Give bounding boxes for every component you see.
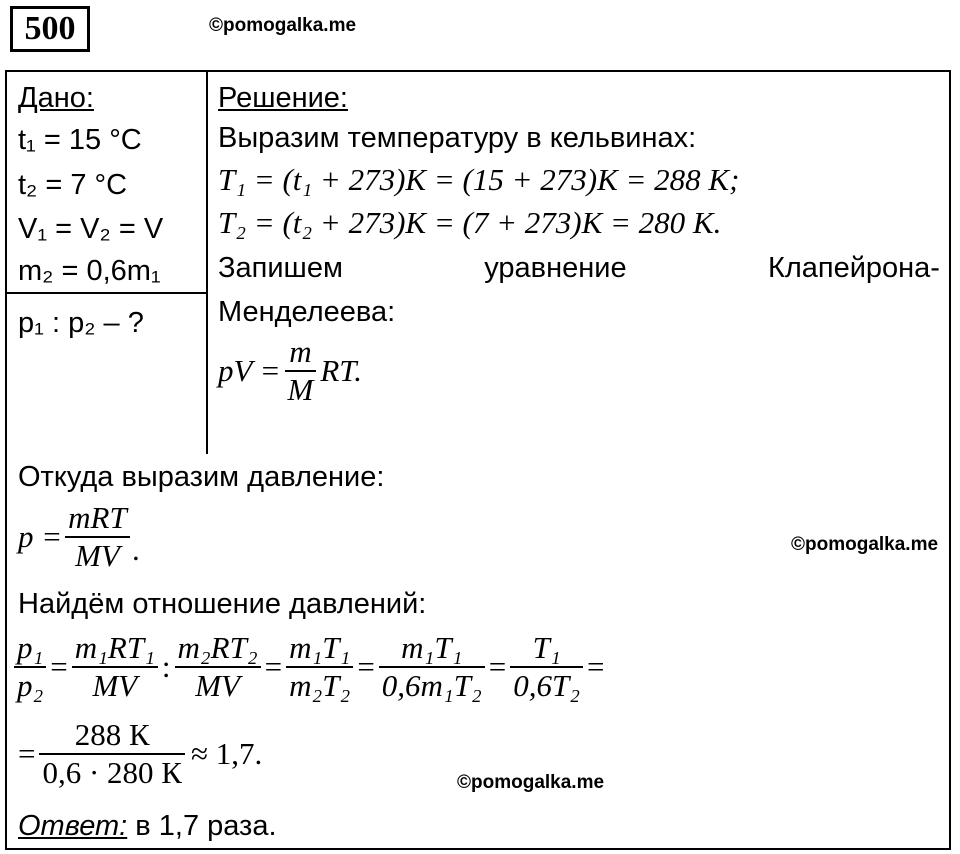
watermark-bottom: ©pomogalka.me [457,772,605,793]
ratio-frac-6 [510,630,583,704]
p-numerator: mRT [68,500,127,535]
t1-rhs: = (t₁ + 273)K = (15 + 273)K = 288 K; [246,162,740,197]
ratio-equation [14,630,608,704]
ratio-frac-2 [72,630,158,704]
p-fraction [65,500,130,574]
ratio-eq-3: = [357,649,375,684]
calc-fraction [39,717,185,791]
ratio-colon: : [161,649,171,684]
eq-lhs: pV = [218,353,281,388]
given-title: Дано: [18,82,94,114]
p-lhs: p = [18,519,63,554]
ratio-frac-4-den: m₂T₂ [286,666,353,704]
solution-intro: Выразим температуру в кельвинах: [218,122,697,154]
answer-text: в 1,7 раза. [127,810,277,842]
clapeyron-line-2: Менделеева: [218,296,396,328]
ratio-frac-1-den: p₂ [14,666,46,704]
ratio-eq-5: = [587,649,605,684]
calc-lead-eq: = [18,736,36,771]
ratio-eq-1: = [50,649,68,684]
eq-rhs: RT. [320,353,363,388]
ratio-eq-4: = [488,649,507,684]
watermark-middle: ©pomogalka.me [791,534,939,555]
solution-title: Решение: [218,82,348,114]
ratio-frac-3 [175,630,261,704]
given-divider-horizontal [5,292,208,294]
eq-denominator: M [285,370,317,408]
answer-line [18,808,277,844]
ratio-frac-6-den: 0,6T₂ [510,666,583,704]
eq-numerator: m [289,334,312,369]
ratio-text: Найдём отношение давлений: [18,588,427,620]
ratio-frac-4-num: m₁T₁ [289,630,351,665]
t2-lhs: T₂ [218,205,247,240]
ratio-frac-5-num: m₁T₁ [401,630,463,665]
calc-numerator: 288 К [74,717,150,752]
problem-number: 500 [10,6,90,52]
find-line: p₁ : p₂ – ? [18,307,144,339]
given-line-t1: t₁ = 15 °C [18,124,142,156]
clapeyron-equation [218,334,362,408]
watermark-top: ©pomogalka.me [209,15,357,36]
ratio-frac-5-den: 0,6m₁T₂ [379,666,485,704]
t2-rhs: = (t₂ + 273)K = (7 + 273)K = 280 K. [246,205,722,240]
pressure-equation [18,500,141,574]
clapeyron-line [218,250,940,286]
ratio-frac-1-num: p₁ [17,630,44,665]
clapeyron-word-2: уравнение [484,252,627,284]
ratio-frac-5 [379,630,485,704]
t1-equation [218,162,739,198]
given-divider-vertical [206,70,208,454]
t1-lhs: T₁ [218,162,247,197]
calc-result: ≈ 1,7. [190,736,263,771]
calc-equation [14,717,262,791]
clapeyron-word-1: Запишем [218,252,343,284]
p-period: . [132,532,141,567]
ratio-frac-3-den: MV [175,666,261,704]
given-line-volume: V₁ = V₂ = V [18,213,164,245]
ratio-frac-3-num: m₂RT₂ [177,630,258,665]
given-line-mass: m₂ = 0,6m₁ [18,255,161,287]
ratio-eq-2: = [264,649,283,684]
ratio-frac-1 [14,630,46,704]
t2-equation [218,205,721,241]
calc-denominator: 0,6 · 280 К [39,753,185,791]
ratio-frac-6-num: T₁ [532,630,561,665]
ratio-frac-2-den: MV [72,666,158,704]
p-denominator: MV [65,536,130,574]
answer-label: Ответ: [18,810,128,842]
eq-fraction [285,334,317,408]
given-line-t2: t₂ = 7 °C [18,169,128,201]
clapeyron-word-3: Клапейрона- [767,252,940,284]
pressure-text: Откуда выразим давление: [18,461,385,493]
ratio-frac-2-num: m₁RT₁ [74,630,155,665]
ratio-frac-4 [286,630,353,704]
